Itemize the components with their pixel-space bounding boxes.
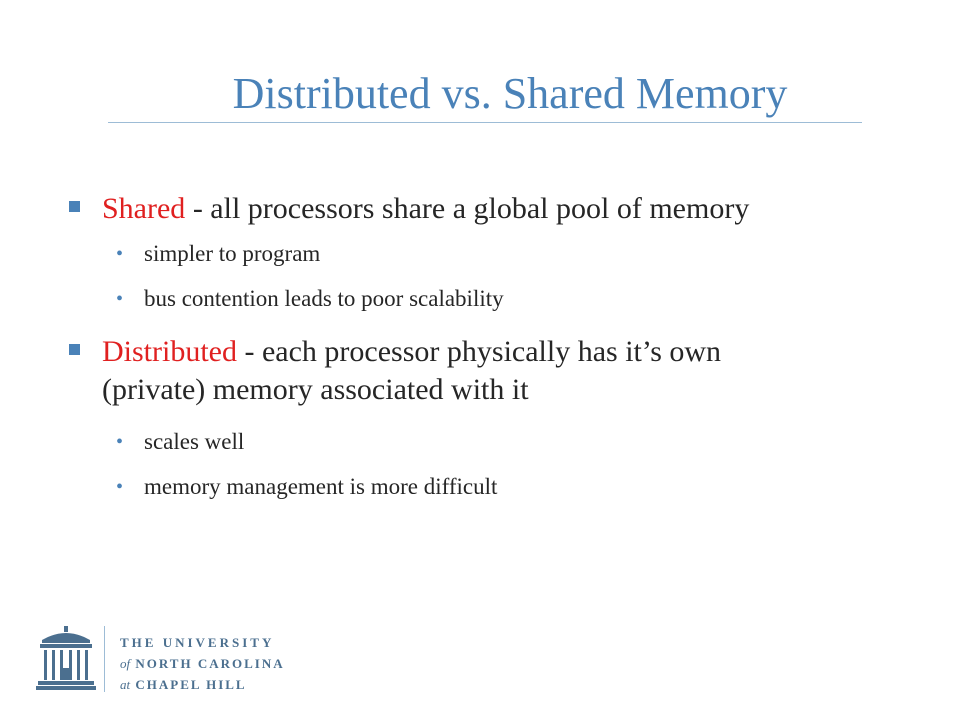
bullet-text: - all processors share a global pool of memory bbox=[185, 192, 750, 225]
old-well-logo-icon bbox=[36, 624, 96, 692]
sub-bullet bbox=[116, 240, 321, 268]
wordmark-line bbox=[120, 653, 285, 674]
bullet-shared bbox=[102, 190, 749, 228]
wordmark-main: NORTH CAROLINA bbox=[135, 656, 285, 671]
dot-bullet-icon: • bbox=[116, 288, 124, 310]
footer-divider bbox=[104, 626, 105, 692]
sub-bullet-text: scales well bbox=[144, 429, 245, 454]
wordmark-main: CHAPEL HILL bbox=[135, 677, 247, 692]
wordmark-prefix: of bbox=[120, 656, 131, 671]
bullet-keyword: Distributed bbox=[102, 335, 237, 368]
sub-bullet bbox=[116, 285, 504, 313]
sub-bullet bbox=[116, 428, 245, 456]
wordmark-prefix: at bbox=[120, 677, 131, 692]
bullet-text: - each processor physically has it’s own bbox=[237, 335, 722, 368]
wordmark-line: THE UNIVERSITY bbox=[120, 635, 275, 650]
sub-bullet-text: bus contention leads to poor scalability bbox=[144, 286, 504, 311]
sub-bullet-text: simpler to program bbox=[144, 241, 321, 266]
dot-bullet-icon: • bbox=[116, 243, 124, 265]
square-bullet-icon bbox=[69, 201, 80, 212]
bullet-distributed-continuation bbox=[102, 371, 529, 409]
slide-title: Distributed vs. Shared Memory bbox=[232, 69, 788, 118]
dot-bullet-icon: • bbox=[116, 476, 124, 498]
bullet-distributed bbox=[102, 333, 721, 371]
sub-bullet bbox=[116, 473, 498, 501]
university-wordmark bbox=[120, 632, 285, 695]
dot-bullet-icon: • bbox=[116, 431, 124, 453]
bullet-text: (private) memory associated with it bbox=[102, 373, 529, 406]
wordmark-line bbox=[120, 674, 285, 695]
square-bullet-icon bbox=[69, 344, 80, 355]
bullet-keyword: Shared bbox=[102, 192, 186, 225]
sub-bullet-text: memory management is more difficult bbox=[144, 474, 498, 499]
